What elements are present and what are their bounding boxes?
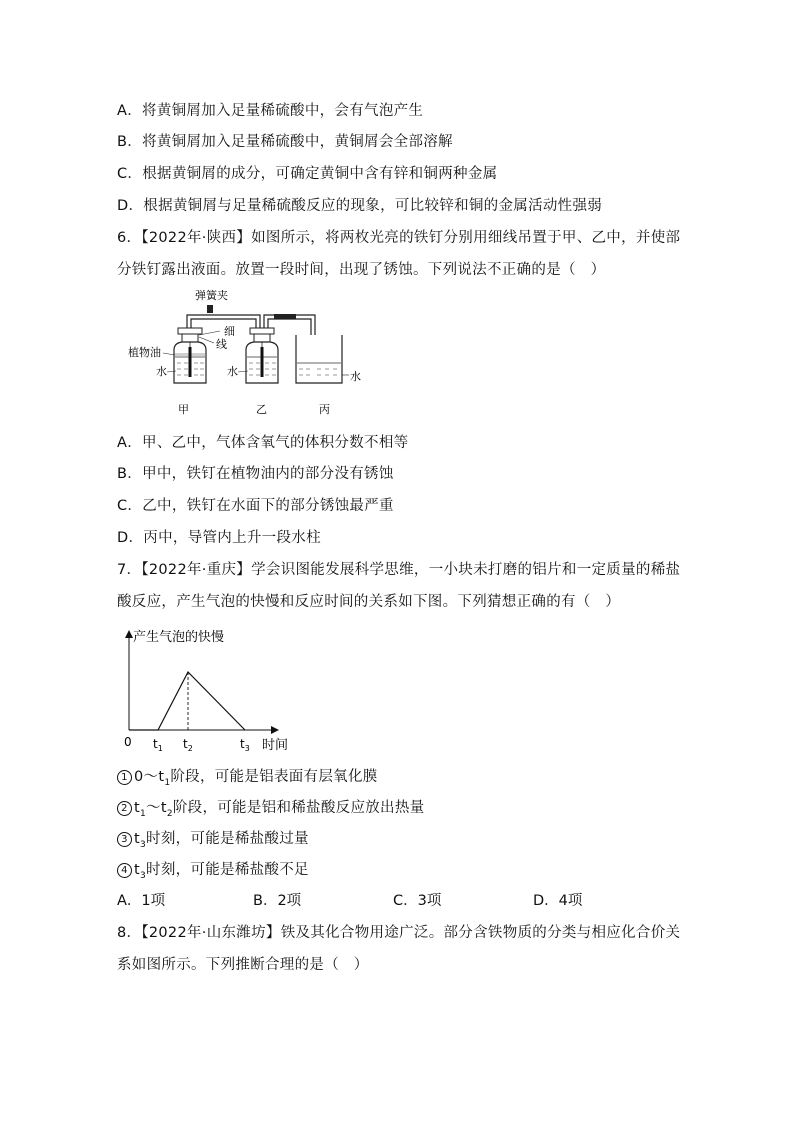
beaker-c (296, 335, 349, 383)
q8-stem-line2: 系如图所示。下列推断合理的是（ ） (117, 957, 369, 973)
q6-stem-line1: 6．【2022年·陕西】如图所示，将两枚光亮的铁钉分别用细线吊置于甲、乙中，并使部 (117, 230, 681, 246)
rubber-tube-icon (274, 314, 296, 319)
jar-a (174, 328, 206, 383)
label-bing: 丙 (319, 403, 330, 416)
jar-b (246, 328, 278, 383)
q6-option-b: B．甲中，铁钉在植物油内的部分没有锈蚀 (117, 466, 394, 482)
q6-option-a: A．甲、乙中，气体含氧气的体积分数不相等 (117, 435, 409, 451)
q7-choice-d: D．4项 (533, 893, 583, 909)
thread-label-2: 线 (216, 338, 227, 351)
q7-stem-line2: 酸反应，产生气泡的快慢和反应时间的关系如下图。下列猜想正确的有（ ） (117, 594, 621, 610)
q7-statement-4: 4 $t_3$时刻，可能是稀盐酸不足 (117, 860, 309, 882)
clip-icon (207, 305, 213, 313)
q7-stem-line1: 7．【2022年·重庆】学会识图能发展科学思维，一小块未打磨的铝片和一定质量的稀盐 (117, 562, 681, 578)
q7-statement-2: 2 $t_1\sim t_2$阶段，可能是铝和稀盐酸反应放出热量 (117, 798, 424, 820)
series-line (129, 672, 245, 730)
nail-a-icon (189, 347, 192, 377)
label-jia: 甲 (178, 403, 189, 416)
tick-label-t2: $t_2$ (183, 737, 193, 753)
q7-statement-1: 1 $0\sim t_1$阶段，可能是铝表面有层氧化膜 (117, 767, 378, 789)
q7-choice-a: A．1项 (117, 893, 166, 909)
thread-label-1: 细 (224, 325, 235, 338)
q7-statement-3: 3 $t_3$时刻，可能是稀盐酸过量 (117, 829, 309, 851)
q7-chart (115, 622, 305, 757)
y-axis-label: 产生气泡的快慢 (133, 630, 225, 645)
clip-label: 弹簧夹 (195, 289, 228, 302)
q6-option-c: C．乙中，铁钉在水面下的部分锈蚀最严重 (117, 498, 394, 514)
label-yi: 乙 (256, 403, 267, 416)
tick-label-t3: $t_3$ (240, 737, 250, 753)
water-label-c: 水 (350, 370, 361, 383)
q6-option-d: D．丙中，导管内上升一段水柱 (117, 530, 321, 546)
oil-label: 植物油 (128, 346, 161, 359)
q7-choice-b: B．2项 (253, 893, 302, 909)
q5-option-d: D．根据黄铜屑与足量稀硫酸反应的现象，可比较锌和铜的金属活动性强弱 (117, 198, 603, 214)
q5-option-b: B．将黄铜屑加入足量稀硫酸中，黄铜屑会全部溶解 (117, 134, 453, 150)
tick-label-t1: $t_1$ (153, 737, 163, 753)
q8-stem-line1: 8．【2022年·山东潍坊】铁及其化合物用途广泛。部分含铁物质的分类与相应化合价关 (117, 925, 681, 941)
water-label-a: 水 (156, 365, 167, 378)
q5-option-a: A．将黄铜屑加入足量稀硫酸中，会有气泡产生 (117, 103, 424, 119)
q7-choice-c: C．3项 (393, 893, 442, 909)
q5-option-c: C．根据黄铜屑的成分，可确定黄铜中含有锌和铜两种金属 (117, 166, 498, 182)
origin-label: 0 (124, 735, 132, 749)
x-axis-label: 时间 (262, 738, 289, 753)
q6-stem-line2: 分铁钉露出液面。放置一段时间，出现了锈蚀。下列说法不正确的是（ ） (117, 262, 606, 278)
q6-apparatus-figure (120, 285, 380, 420)
nail-b-icon (261, 347, 264, 377)
water-label-b: 水 (227, 365, 238, 378)
